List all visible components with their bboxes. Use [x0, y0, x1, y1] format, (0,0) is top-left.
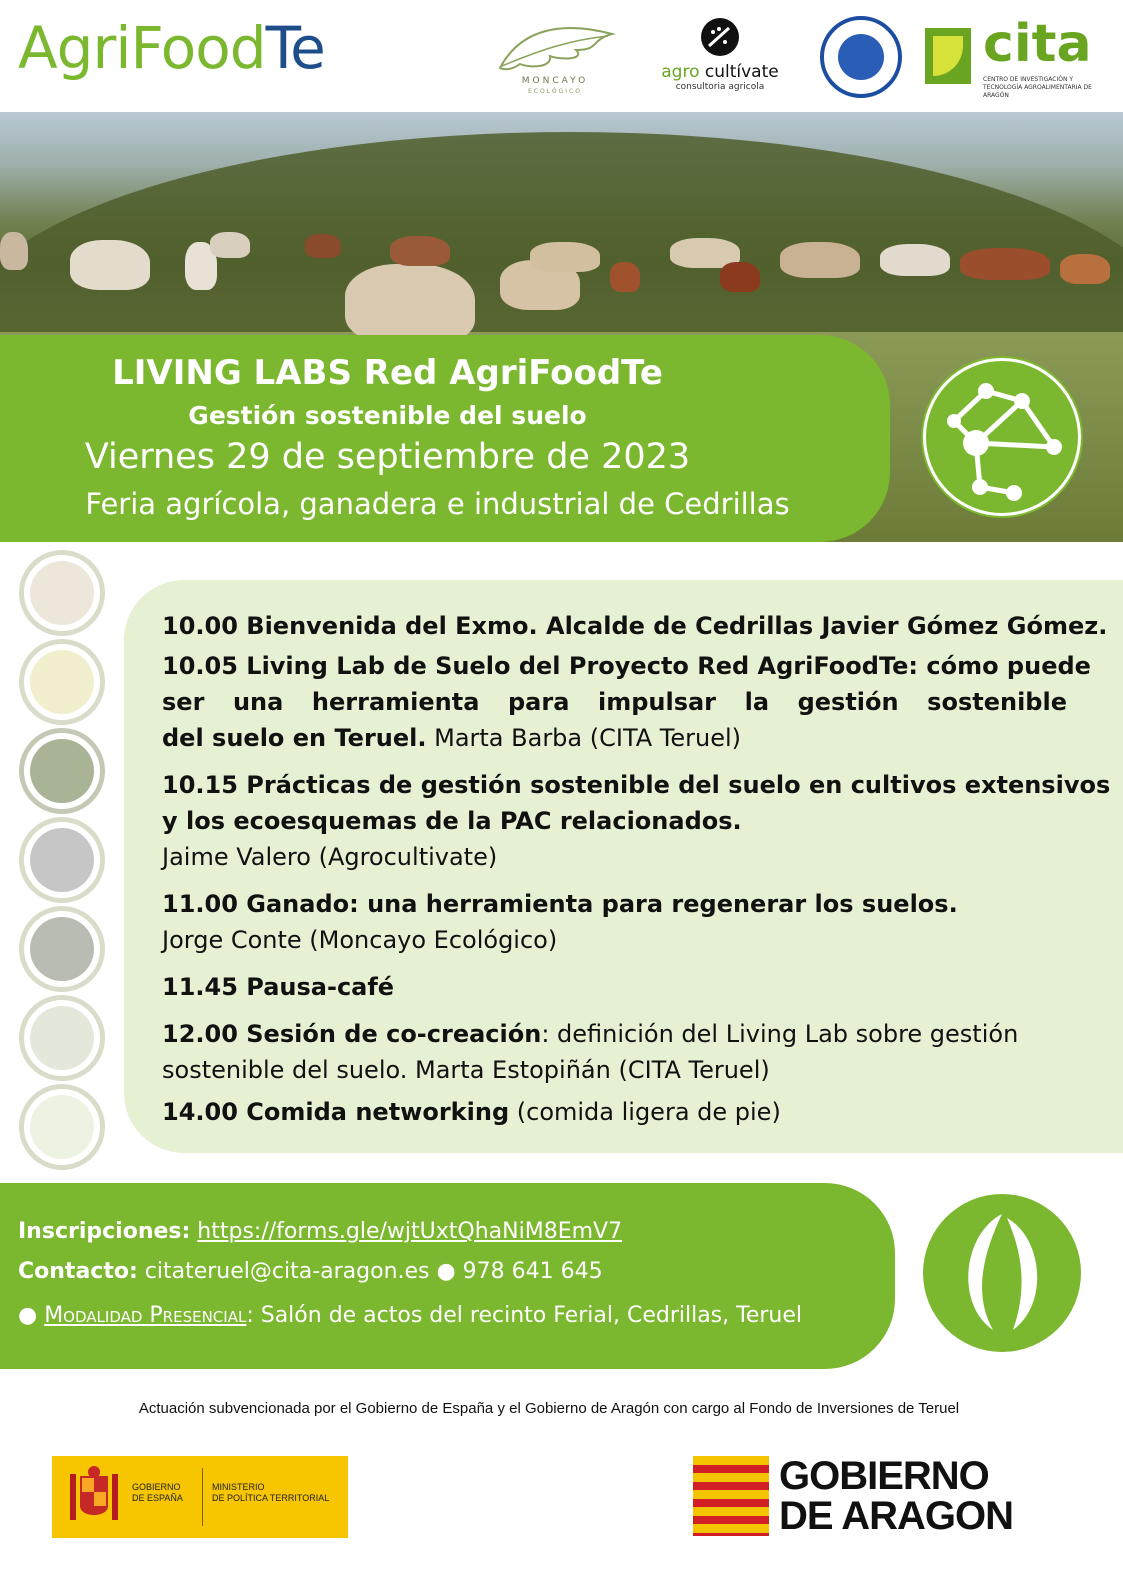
gobierno-aragon-logo: GOBIERNO DE ARAGON — [693, 1456, 1053, 1538]
agronomy-icon — [19, 550, 105, 636]
ayuntamiento-cedrillas-seal — [820, 16, 902, 98]
event-venue: Feria agrícola, ganadera e industrial de Cedrillas — [85, 487, 790, 521]
cereal-icon — [19, 995, 105, 1081]
oak-leaf-icon — [490, 20, 620, 76]
agrifoodte-logo: AgriFoodTe — [18, 14, 325, 82]
castle-icon — [838, 34, 884, 80]
contact-info[interactable]: citateruel@cita-aragon.es ● 978 641 645 — [144, 1259, 603, 1284]
network-icon — [923, 358, 1081, 516]
moncayo-ecologico-logo: MONCAYO ECOLÓGICO — [490, 20, 620, 96]
event-subtitle: Gestión sostenible del suelo — [188, 401, 587, 430]
subsidy-note: Actuación subvencionada por el Gobierno de España y el Gobierno de Aragón con cargo al Fondo de Inversiones de Teruel — [138, 1400, 960, 1417]
fruit-icon — [19, 728, 105, 814]
leaf-icon — [923, 1194, 1081, 1352]
program-item-1145: 11.45 Pausa-café — [162, 973, 395, 1001]
program-item-1200: 12.00 Sesión de co-creación: definición del Living Lab sobre gestión — [162, 1020, 1019, 1048]
agrocultivate-logo: agro cultívate consultoria agricola — [650, 14, 790, 98]
program-item-1005: 10.05 Living Lab de Suelo del Proyecto Red AgriFoodTe: cómo puede — [162, 652, 1091, 680]
program-panel: 10.00 Bienvenida del Exmo. Alcalde de Cedrillas Javier Gómez Gómez. 10.05 Living Lab de Suelo del Proyecto Red AgriFoodTe: cómo puede ser una herramienta para impulsar la gestión sostenible del suelo en Teruel. Marta Barba (CITA Teruel) 10.15 Prácticas de gestión sostenible del suelo en cultivos extensivos y los ecoesquemas de la PAC relacionados. Jaime Valero (Agrocultivate) 11.00 Ganado: una herramienta para regenerar los suelos. Jorge Conte (Moncayo Ecológico) 11.45 Pausa-café 12.00 Sesión de co-creación: definición del Living Lab sobre gestión sostenible del suelo. Marta Estopiñán (CITA Teruel) 14.00 Comida networking (comida ligera de pie) — [124, 580, 1123, 1153]
cita-logo: cita CENTRO DE INVESTIGACIÓN Y TECNOLOGÍA AGROALIMENTARIA DE ARAGÓN — [925, 18, 1095, 98]
header — [0, 0, 1123, 112]
event-title: LIVING LABS Red AgriFoodTe — [112, 353, 663, 393]
livestock-icon — [19, 639, 105, 725]
registration-band: Inscripciones: https://forms.gle/wjtUxtQhaNiM8EmV7 Contacto: citateruel@cita-aragon.es ● 978 641 645 ● Modalidad Presencial: Salón de actos del recinto Ferial, Cedrillas, Teruel — [0, 1183, 895, 1369]
gobierno-espana-logo: GOBIERNO DE ESPAÑA MINISTERIO DE POLÍTICA TERRITORIAL — [52, 1456, 348, 1538]
event-date: Viernes 29 de septiembre de 2023 — [84, 437, 691, 477]
vegetables-icon — [19, 906, 105, 992]
coat-of-arms-icon — [64, 1464, 124, 1530]
program-item-1100: 11.00 Ganado: una herramienta para regenerar los suelos. — [162, 890, 958, 918]
program-item-1015: 10.15 Prácticas de gestión sostenible del suelo en cultivos extensivos — [162, 771, 1111, 799]
program-item-1400: 14.00 Comida networking (comida ligera de pie) — [162, 1098, 781, 1126]
aragon-flag-icon — [693, 1456, 769, 1536]
agrocultivate-mark-icon — [701, 18, 739, 56]
registration-link[interactable]: https://forms.gle/wjtUxtQhaNiM8EmV7 — [197, 1219, 623, 1244]
event-title-band — [0, 335, 890, 542]
program-item-1000: 10.00 Bienvenida del Exmo. Alcalde de Cedrillas Javier Gómez Gómez. — [162, 612, 1108, 640]
modalidad-line: ● Modalidad Presencial: Salón de actos del recinto Ferial, Cedrillas, Teruel — [18, 1303, 802, 1328]
food-icon — [19, 1084, 105, 1170]
industry-icon — [19, 817, 105, 903]
